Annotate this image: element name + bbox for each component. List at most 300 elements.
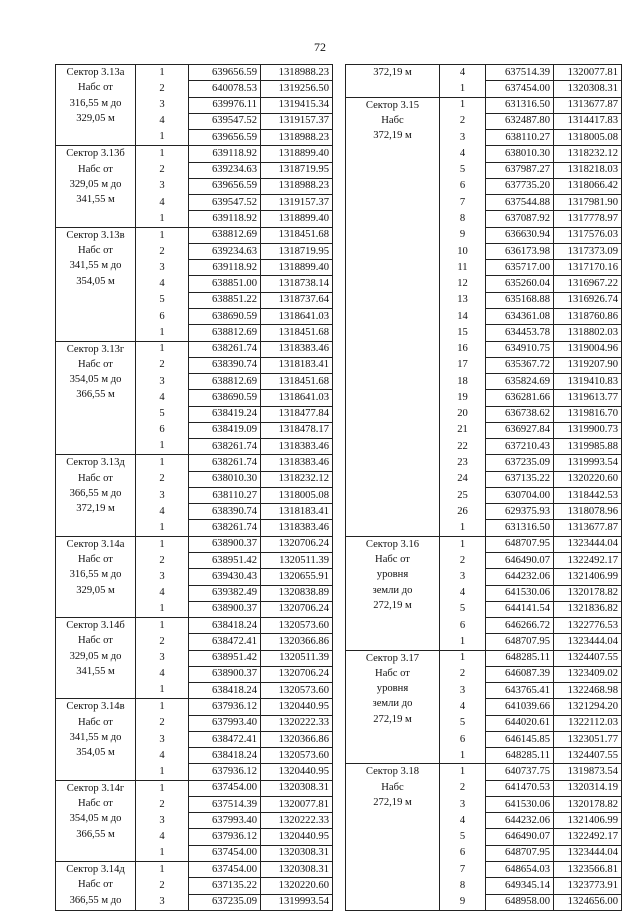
- sector-label-line: 316,55 м до: [69, 97, 122, 109]
- point-number-cell: 6: [440, 731, 486, 747]
- x-coordinate-cell: 635824.69: [486, 374, 554, 390]
- point-number-cell: 3: [440, 569, 486, 585]
- coordinates-table-right: [345, 64, 622, 911]
- y-coordinate-cell: 1320308.31: [261, 862, 333, 878]
- point-number-cell: 2: [136, 634, 189, 650]
- table-row: [346, 65, 622, 81]
- x-coordinate-cell: 634453.78: [486, 325, 554, 341]
- x-coordinate-cell: 629375.93: [486, 504, 554, 520]
- x-coordinate-cell: 646490.07: [486, 829, 554, 845]
- x-coordinate-cell: 646145.85: [486, 731, 554, 747]
- y-coordinate-cell: 1322776.53: [554, 618, 622, 634]
- point-number-cell: 18: [440, 374, 486, 390]
- point-number-cell: 3: [136, 569, 189, 585]
- x-coordinate-cell: 646266.72: [486, 618, 554, 634]
- x-coordinate-cell: 638261.74: [189, 439, 261, 455]
- y-coordinate-cell: 1318719.95: [261, 162, 333, 178]
- y-coordinate-cell: 1324407.55: [554, 748, 622, 764]
- x-coordinate-cell: 638690.59: [189, 308, 261, 324]
- x-coordinate-cell: 634910.75: [486, 341, 554, 357]
- sector-label-line: Сектор 3.16: [365, 538, 420, 550]
- y-coordinate-cell: 1320308.31: [261, 780, 333, 796]
- point-number-cell: 4: [136, 829, 189, 845]
- x-coordinate-cell: 635367.72: [486, 357, 554, 373]
- x-coordinate-cell: 638900.37: [189, 536, 261, 552]
- sector-label-line: Сектор 3.14г: [66, 782, 125, 794]
- point-number-cell: 20: [440, 406, 486, 422]
- y-coordinate-cell: 1320366.86: [261, 731, 333, 747]
- y-coordinate-cell: 1316926.74: [554, 292, 622, 308]
- x-coordinate-cell: 638472.41: [189, 634, 261, 650]
- sector-label-line: 329,05 м до: [69, 178, 122, 190]
- y-coordinate-cell: 1319816.70: [554, 406, 622, 422]
- table-row: [56, 227, 333, 243]
- point-number-cell: 3: [440, 130, 486, 146]
- x-coordinate-cell: 638418.24: [189, 618, 261, 634]
- x-coordinate-cell: 639656.59: [189, 178, 261, 194]
- point-number-cell: 4: [136, 748, 189, 764]
- x-coordinate-cell: 637514.39: [189, 796, 261, 812]
- y-coordinate-cell: 1318442.53: [554, 487, 622, 503]
- sector-label-line: Набс от: [78, 553, 113, 565]
- sector-label-line: 372,19 м: [76, 503, 115, 515]
- point-number-cell: 1: [136, 227, 189, 243]
- table-row: [56, 536, 333, 552]
- sector-label-line: 354,05 м до: [69, 813, 122, 825]
- sector-label-line: Сектор 3.14в: [66, 701, 125, 713]
- x-coordinate-cell: 638419.09: [189, 422, 261, 438]
- x-coordinate-cell: 635168.88: [486, 292, 554, 308]
- point-number-cell: 1: [440, 520, 486, 536]
- point-number-cell: 2: [136, 243, 189, 259]
- y-coordinate-cell: 1320573.60: [261, 683, 333, 699]
- x-coordinate-cell: 636630.94: [486, 227, 554, 243]
- table-row: [346, 97, 622, 113]
- y-coordinate-cell: 1323444.04: [554, 536, 622, 552]
- x-coordinate-cell: 638851.22: [189, 292, 261, 308]
- y-coordinate-cell: 1318451.68: [261, 325, 333, 341]
- x-coordinate-cell: 639118.92: [189, 146, 261, 162]
- point-number-cell: 3: [440, 796, 486, 812]
- x-coordinate-cell: 638951.42: [189, 650, 261, 666]
- x-coordinate-cell: 637936.12: [189, 829, 261, 845]
- point-number-cell: 1: [136, 455, 189, 471]
- point-number-cell: 24: [440, 471, 486, 487]
- y-coordinate-cell: 1320077.81: [554, 65, 622, 81]
- point-number-cell: 4: [136, 585, 189, 601]
- point-number-cell: 6: [136, 422, 189, 438]
- x-coordinate-cell: 637087.92: [486, 211, 554, 227]
- y-coordinate-cell: 1321406.99: [554, 569, 622, 585]
- point-number-cell: 1: [440, 634, 486, 650]
- sector-label-line: 366,55 м до: [69, 487, 122, 499]
- point-number-cell: 1: [136, 211, 189, 227]
- coordinates-table-left: [55, 64, 333, 911]
- x-coordinate-cell: 637454.00: [189, 862, 261, 878]
- x-coordinate-cell: 630704.00: [486, 487, 554, 503]
- y-coordinate-cell: 1319004.96: [554, 341, 622, 357]
- y-coordinate-cell: 1318899.40: [261, 146, 333, 162]
- sector-label-line: Набс от: [78, 797, 113, 809]
- x-coordinate-cell: 638419.24: [189, 406, 261, 422]
- table-row: [56, 341, 333, 357]
- y-coordinate-cell: 1320706.24: [261, 666, 333, 682]
- y-coordinate-cell: 1320220.60: [554, 471, 622, 487]
- point-number-cell: 21: [440, 422, 486, 438]
- x-coordinate-cell: 638261.74: [189, 520, 261, 536]
- sector-cell: [56, 699, 136, 780]
- y-coordinate-cell: 1318899.40: [261, 211, 333, 227]
- y-coordinate-cell: 1318383.46: [261, 520, 333, 536]
- y-coordinate-cell: 1318477.84: [261, 406, 333, 422]
- point-number-cell: 2: [136, 162, 189, 178]
- point-number-cell: 3: [440, 683, 486, 699]
- sector-cell: [346, 65, 440, 98]
- point-number-cell: 1: [440, 764, 486, 780]
- point-number-cell: 1: [440, 536, 486, 552]
- point-number-cell: 9: [440, 227, 486, 243]
- sector-label-line: Сектор 3.14д: [66, 864, 125, 876]
- x-coordinate-cell: 649345.14: [486, 878, 554, 894]
- point-number-cell: 19: [440, 390, 486, 406]
- y-coordinate-cell: 1318478.17: [261, 422, 333, 438]
- point-number-cell: 1: [136, 130, 189, 146]
- x-coordinate-cell: 648285.11: [486, 650, 554, 666]
- y-coordinate-cell: 1317170.16: [554, 260, 622, 276]
- sector-label-line: 272,19 м: [373, 599, 412, 611]
- y-coordinate-cell: 1321836.82: [554, 601, 622, 617]
- sector-label-line: 329,05 м: [76, 112, 115, 124]
- x-coordinate-cell: 632487.80: [486, 113, 554, 129]
- x-coordinate-cell: 638418.24: [189, 748, 261, 764]
- sector-label-line: Набс от: [78, 472, 113, 484]
- y-coordinate-cell: 1318719.95: [261, 243, 333, 259]
- sector-label-line: земли до: [372, 698, 413, 710]
- y-coordinate-cell: 1320440.95: [261, 829, 333, 845]
- y-coordinate-cell: 1320222.33: [261, 813, 333, 829]
- x-coordinate-cell: 639656.59: [189, 65, 261, 81]
- x-coordinate-cell: 638261.74: [189, 341, 261, 357]
- y-coordinate-cell: 1313677.87: [554, 520, 622, 536]
- sector-label-line: Сектор 3.15: [365, 99, 420, 111]
- sector-label-line: Набс от: [78, 716, 113, 728]
- sector-cell: [56, 227, 136, 341]
- x-coordinate-cell: 637454.00: [189, 845, 261, 861]
- point-number-cell: 9: [440, 894, 486, 910]
- point-number-cell: 26: [440, 504, 486, 520]
- x-coordinate-cell: 637544.88: [486, 195, 554, 211]
- sector-cell: [346, 536, 440, 650]
- sector-label-line: Набс: [381, 114, 404, 126]
- x-coordinate-cell: 639976.11: [189, 97, 261, 113]
- x-coordinate-cell: 631316.50: [486, 520, 554, 536]
- x-coordinate-cell: 639118.92: [189, 260, 261, 276]
- point-number-cell: 23: [440, 455, 486, 471]
- x-coordinate-cell: 637993.40: [189, 813, 261, 829]
- y-coordinate-cell: 1323444.04: [554, 634, 622, 650]
- sector-label-line: Сектор 3.17: [365, 652, 420, 664]
- sector-label-line: Сектор 3.13г: [66, 343, 125, 355]
- sector-label-line: Набс от: [78, 244, 113, 256]
- point-number-cell: 3: [136, 260, 189, 276]
- x-coordinate-cell: 638951.42: [189, 552, 261, 568]
- y-coordinate-cell: 1318183.41: [261, 504, 333, 520]
- sector-label-line: 372,19 м: [373, 130, 412, 142]
- sector-label-line: земли до: [372, 584, 413, 596]
- table-row: [56, 780, 333, 796]
- sector-cell: [346, 650, 440, 764]
- point-number-cell: 5: [440, 829, 486, 845]
- x-coordinate-cell: 637135.22: [486, 471, 554, 487]
- y-coordinate-cell: 1318232.12: [261, 471, 333, 487]
- sector-label-line: 329,05 м: [76, 584, 115, 596]
- sector-label-line: 354,05 м до: [69, 374, 122, 386]
- x-coordinate-cell: 644232.06: [486, 569, 554, 585]
- x-coordinate-cell: 636738.62: [486, 406, 554, 422]
- y-coordinate-cell: 1320706.24: [261, 601, 333, 617]
- sector-cell: [56, 65, 136, 146]
- y-coordinate-cell: 1318451.68: [261, 374, 333, 390]
- sector-cell: [346, 97, 440, 536]
- x-coordinate-cell: 637235.09: [486, 455, 554, 471]
- x-coordinate-cell: 641470.53: [486, 780, 554, 796]
- sector-label-line: 372,19 м: [373, 67, 412, 78]
- y-coordinate-cell: 1319410.83: [554, 374, 622, 390]
- y-coordinate-cell: 1319985.88: [554, 439, 622, 455]
- sector-label-line: Сектор 3.14а: [66, 538, 125, 550]
- table-row: [56, 618, 333, 634]
- point-number-cell: 25: [440, 487, 486, 503]
- x-coordinate-cell: 639656.59: [189, 130, 261, 146]
- sector-label-line: Сектор 3.13в: [66, 229, 125, 241]
- x-coordinate-cell: 641530.06: [486, 796, 554, 812]
- y-coordinate-cell: 1313677.87: [554, 97, 622, 113]
- y-coordinate-cell: 1318383.46: [261, 439, 333, 455]
- sector-label-line: 366,55 м до: [69, 894, 122, 906]
- y-coordinate-cell: 1319993.54: [554, 455, 622, 471]
- sector-label-line: Набс от: [375, 667, 410, 679]
- point-number-cell: 3: [136, 178, 189, 194]
- y-coordinate-cell: 1319613.77: [554, 390, 622, 406]
- x-coordinate-cell: 638110.27: [486, 130, 554, 146]
- point-number-cell: 3: [136, 97, 189, 113]
- sector-label-line: 366,55 м: [76, 389, 115, 401]
- point-number-cell: 4: [440, 813, 486, 829]
- point-number-cell: 2: [440, 666, 486, 682]
- sector-cell: [56, 146, 136, 227]
- point-number-cell: 4: [136, 113, 189, 129]
- sector-label-line: 329,05 м до: [69, 650, 122, 662]
- sector-label-line: Сектор 3.13б: [66, 148, 125, 160]
- y-coordinate-cell: 1318005.08: [554, 130, 622, 146]
- y-coordinate-cell: 1318005.08: [261, 487, 333, 503]
- y-coordinate-cell: 1317778.97: [554, 211, 622, 227]
- x-coordinate-cell: 638010.30: [189, 471, 261, 487]
- x-coordinate-cell: 638900.37: [189, 666, 261, 682]
- y-coordinate-cell: 1320220.60: [261, 878, 333, 894]
- point-number-cell: 1: [136, 341, 189, 357]
- point-number-cell: 4: [440, 585, 486, 601]
- y-coordinate-cell: 1320178.82: [554, 796, 622, 812]
- sector-label-line: Набс от: [78, 358, 113, 370]
- y-coordinate-cell: 1318737.64: [261, 292, 333, 308]
- x-coordinate-cell: 636173.98: [486, 243, 554, 259]
- sector-cell: [56, 455, 136, 536]
- x-coordinate-cell: 638261.74: [189, 455, 261, 471]
- x-coordinate-cell: 637514.39: [486, 65, 554, 81]
- x-coordinate-cell: 637235.09: [189, 894, 261, 910]
- x-coordinate-cell: 640078.53: [189, 81, 261, 97]
- y-coordinate-cell: 1321294.20: [554, 699, 622, 715]
- x-coordinate-cell: 638110.27: [189, 487, 261, 503]
- y-coordinate-cell: 1318641.03: [261, 390, 333, 406]
- sector-label-line: Сектор 3.13д: [66, 457, 125, 469]
- x-coordinate-cell: 638812.69: [189, 374, 261, 390]
- point-number-cell: 2: [136, 715, 189, 731]
- y-coordinate-cell: 1320440.95: [261, 764, 333, 780]
- point-number-cell: 1: [136, 618, 189, 634]
- y-coordinate-cell: 1323773.91: [554, 878, 622, 894]
- y-coordinate-cell: 1320222.33: [261, 715, 333, 731]
- point-number-cell: 1: [136, 683, 189, 699]
- sector-cell: [346, 764, 440, 910]
- x-coordinate-cell: 631316.50: [486, 97, 554, 113]
- table-row: [56, 65, 333, 81]
- y-coordinate-cell: 1319900.73: [554, 422, 622, 438]
- x-coordinate-cell: 637454.00: [486, 81, 554, 97]
- y-coordinate-cell: 1320655.91: [261, 569, 333, 585]
- sector-cell: [56, 780, 136, 861]
- point-number-cell: 6: [440, 845, 486, 861]
- x-coordinate-cell: 638812.69: [189, 325, 261, 341]
- y-coordinate-cell: 1318383.46: [261, 341, 333, 357]
- point-number-cell: 1: [136, 439, 189, 455]
- point-number-cell: 13: [440, 292, 486, 308]
- x-coordinate-cell: 638418.24: [189, 683, 261, 699]
- sector-label-line: Сектор 3.14б: [66, 620, 125, 632]
- y-coordinate-cell: 1318899.40: [261, 260, 333, 276]
- point-number-cell: 2: [440, 552, 486, 568]
- sector-label-line: 354,05 м: [76, 275, 115, 287]
- y-coordinate-cell: 1320308.31: [554, 81, 622, 97]
- point-number-cell: 8: [440, 878, 486, 894]
- x-coordinate-cell: 646087.39: [486, 666, 554, 682]
- sector-label-line: Набс от: [78, 635, 113, 647]
- point-number-cell: 3: [136, 894, 189, 910]
- x-coordinate-cell: 638812.69: [189, 227, 261, 243]
- y-coordinate-cell: 1323051.77: [554, 731, 622, 747]
- y-coordinate-cell: 1320706.24: [261, 536, 333, 552]
- point-number-cell: 2: [136, 878, 189, 894]
- sector-cell: [56, 618, 136, 699]
- y-coordinate-cell: 1323566.81: [554, 862, 622, 878]
- table-row: [346, 764, 622, 780]
- point-number-cell: 2: [136, 81, 189, 97]
- point-number-cell: 1: [136, 325, 189, 341]
- point-number-cell: 6: [440, 178, 486, 194]
- point-number-cell: 3: [136, 731, 189, 747]
- x-coordinate-cell: 637936.12: [189, 699, 261, 715]
- y-coordinate-cell: 1320573.60: [261, 618, 333, 634]
- point-number-cell: 7: [440, 195, 486, 211]
- x-coordinate-cell: 639234.63: [189, 162, 261, 178]
- point-number-cell: 3: [136, 813, 189, 829]
- y-coordinate-cell: 1317373.09: [554, 243, 622, 259]
- point-number-cell: 1: [136, 862, 189, 878]
- x-coordinate-cell: 636927.84: [486, 422, 554, 438]
- point-number-cell: 3: [136, 650, 189, 666]
- y-coordinate-cell: 1318988.23: [261, 65, 333, 81]
- x-coordinate-cell: 638390.74: [189, 504, 261, 520]
- point-number-cell: 1: [136, 764, 189, 780]
- table-row: [56, 146, 333, 162]
- y-coordinate-cell: 1320366.86: [261, 634, 333, 650]
- x-coordinate-cell: 644020.61: [486, 715, 554, 731]
- x-coordinate-cell: 637735.20: [486, 178, 554, 194]
- y-coordinate-cell: 1323409.02: [554, 666, 622, 682]
- x-coordinate-cell: 636281.66: [486, 390, 554, 406]
- table-row: [56, 455, 333, 471]
- y-coordinate-cell: 1319873.54: [554, 764, 622, 780]
- y-coordinate-cell: 1318078.96: [554, 504, 622, 520]
- x-coordinate-cell: 643765.41: [486, 683, 554, 699]
- sector-label-line: 366,55 м: [76, 828, 115, 840]
- y-coordinate-cell: 1319415.34: [261, 97, 333, 113]
- y-coordinate-cell: 1318066.42: [554, 178, 622, 194]
- sector-label-line: 272,19 м: [373, 713, 412, 725]
- point-number-cell: 3: [136, 487, 189, 503]
- table-row: [346, 536, 622, 552]
- x-coordinate-cell: 640737.75: [486, 764, 554, 780]
- x-coordinate-cell: 635260.04: [486, 276, 554, 292]
- y-coordinate-cell: 1324656.00: [554, 894, 622, 910]
- y-coordinate-cell: 1316967.22: [554, 276, 622, 292]
- y-coordinate-cell: 1318988.23: [261, 178, 333, 194]
- y-coordinate-cell: 1319157.37: [261, 195, 333, 211]
- y-coordinate-cell: 1319256.50: [261, 81, 333, 97]
- x-coordinate-cell: 648707.95: [486, 845, 554, 861]
- point-number-cell: 1: [136, 601, 189, 617]
- y-coordinate-cell: 1319207.90: [554, 357, 622, 373]
- y-coordinate-cell: 1320308.31: [261, 845, 333, 861]
- y-coordinate-cell: 1318988.23: [261, 130, 333, 146]
- y-coordinate-cell: 1320573.60: [261, 748, 333, 764]
- point-number-cell: 17: [440, 357, 486, 373]
- point-number-cell: 4: [136, 195, 189, 211]
- y-coordinate-cell: 1324407.55: [554, 650, 622, 666]
- point-number-cell: 5: [136, 406, 189, 422]
- x-coordinate-cell: 648707.95: [486, 536, 554, 552]
- x-coordinate-cell: 638390.74: [189, 357, 261, 373]
- x-coordinate-cell: 637936.12: [189, 764, 261, 780]
- sector-label-line: Набс от: [78, 82, 113, 94]
- x-coordinate-cell: 644232.06: [486, 813, 554, 829]
- sector-label-line: Набс от: [78, 879, 113, 891]
- x-coordinate-cell: 639547.52: [189, 113, 261, 129]
- point-number-cell: 14: [440, 308, 486, 324]
- point-number-cell: 8: [440, 211, 486, 227]
- point-number-cell: 6: [440, 618, 486, 634]
- y-coordinate-cell: 1318738.14: [261, 276, 333, 292]
- y-coordinate-cell: 1318641.03: [261, 308, 333, 324]
- point-number-cell: 1: [136, 699, 189, 715]
- x-coordinate-cell: 648958.00: [486, 894, 554, 910]
- x-coordinate-cell: 638851.00: [189, 276, 261, 292]
- x-coordinate-cell: 639118.92: [189, 211, 261, 227]
- page-number: 72: [314, 40, 326, 54]
- y-coordinate-cell: 1318383.46: [261, 455, 333, 471]
- x-coordinate-cell: 638010.30: [486, 146, 554, 162]
